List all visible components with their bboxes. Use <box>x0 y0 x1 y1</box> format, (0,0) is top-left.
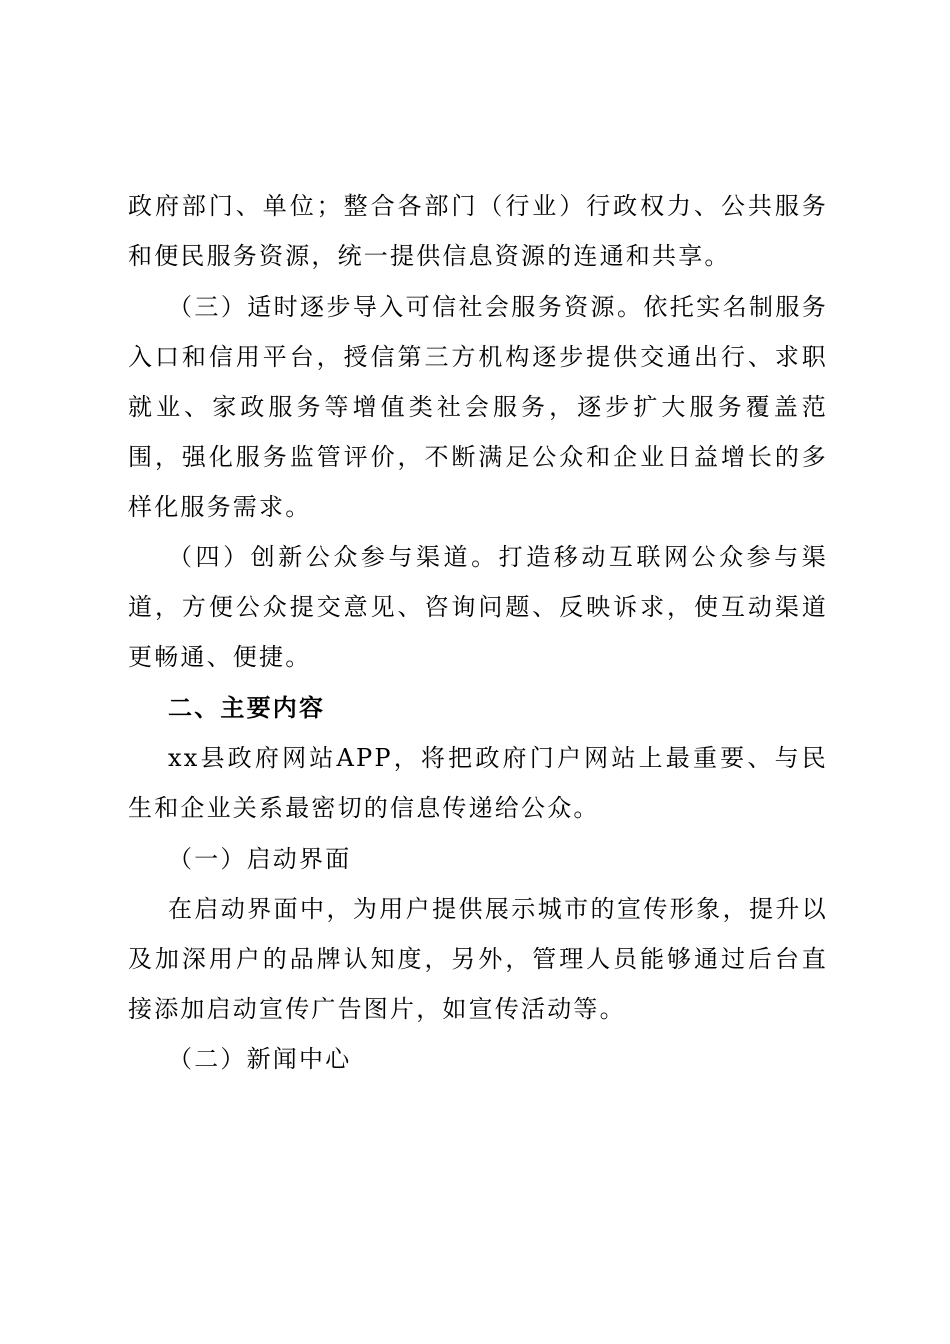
paragraph-section-three: （三）适时逐步导入可信社会服务资源。依托实名制服务入口和信用平台，授信第三方机构逐步提供交通出行、求职就业、家政服务等增值类社会服务，逐步扩大服务覆盖范围，强化服务监管评价，不断满足公众和企业日益增长的多样化服务需求。 <box>128 293 828 521</box>
heading-main-content: 二、主要内容 <box>168 694 326 722</box>
paragraph-app-intro: xx县政府网站APP，将把政府门户网站上最重要、与民生和企业关系最密切的信息传递给公众。 <box>128 744 828 822</box>
paragraph-launch-screen: 在启动界面中，为用户提供展示城市的宣传形象，提升以及加深用户的品牌认知度，另外，管理人员能够通过后台直接添加启动宣传广告图片，如宣传活动等。 <box>128 895 828 1023</box>
paragraph-section-four: （四）创新公众参与渠道。打造移动互联网公众参与渠道，方便公众提交意见、咨询问题、反映诉求，使互动渠道更畅通、便捷。 <box>128 543 828 671</box>
paragraph-continuation: 政府部门、单位；整合各部门（行业）行政权力、公共服务和便民服务资源，统一提供信息资源的连通和共享。 <box>128 192 828 270</box>
subheading-news-center: （二）新闻中心 <box>168 1045 352 1073</box>
subheading-launch-screen: （一）启动界面 <box>168 845 352 873</box>
